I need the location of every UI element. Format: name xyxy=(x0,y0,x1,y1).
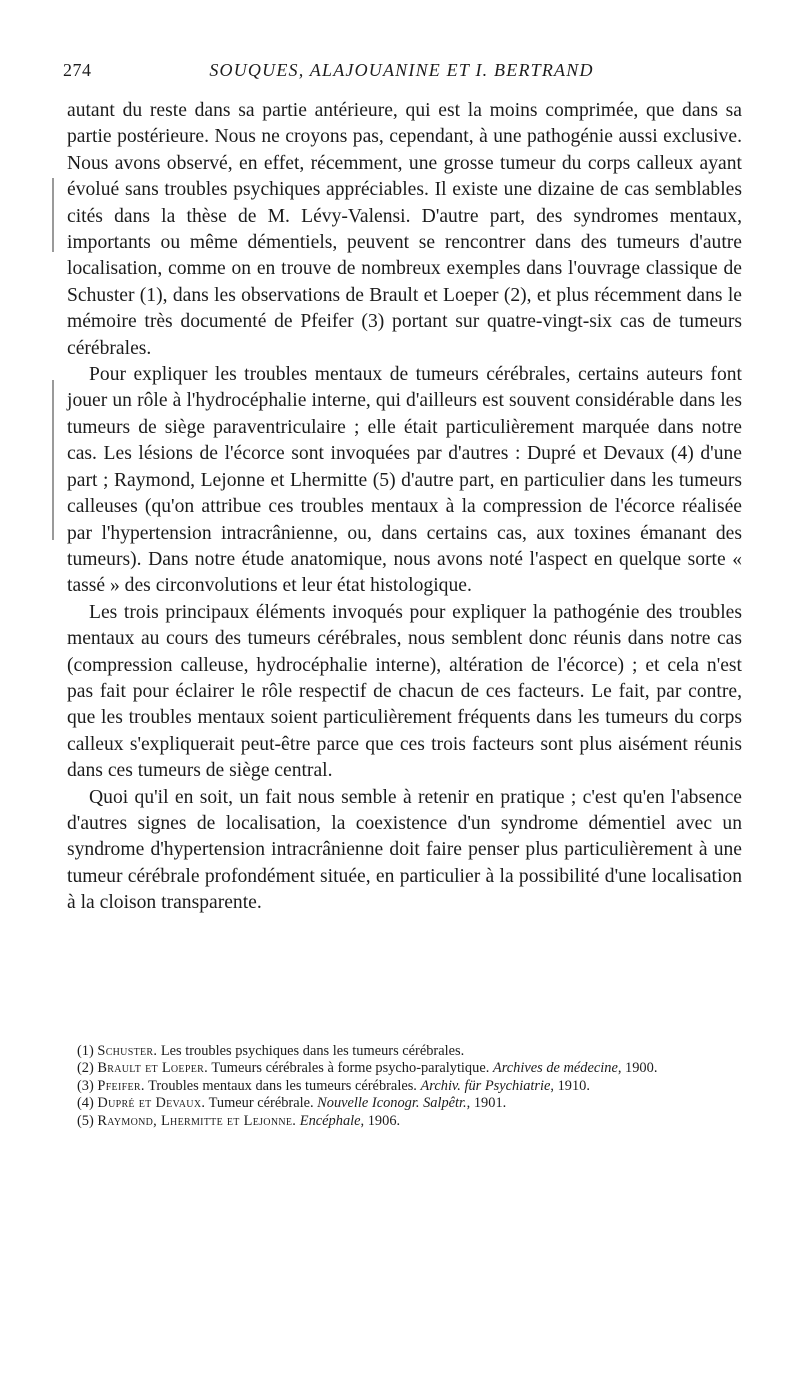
paragraph: Pour expliquer les troubles mentaux de tumeurs cérébrales, certains auteurs font jouer un rôle à l'hydrocéphalie interne, qui d'ailleurs est souvent considérable dans les tumeurs de siège paraventriculaire ; elle était particulièrement marquée dans notre cas. Les lésions de l'écorce sont invoquées par d'autres : Dupré et Devaux (4) d'une part ; Raymond, Lejonne et Lhermitte (5) d'autre part, en particulier dans les tumeurs calleuses (qu'on attribue ces troubles mentaux à la compression de l'écorce réalisée par l'hypertension intracrânienne, ou, dans certains cas, aux toxines émanant des tumeurs). Dans notre étude anatomique, nous avons noté l'aspect en quelque sorte « tassé » des circonvolutions et leur état histologique. xyxy=(67,364,742,597)
footnote-author: Raymond, Lhermitte et Lejonne. xyxy=(97,1112,297,1129)
footnote-author: Pfeifer. xyxy=(97,1077,145,1094)
footnote xyxy=(67,1060,742,1077)
paragraph: Quoi qu'il en soit, un fait nous semble à retenir en pratique ; c'est qu'en l'absence d'autres signes de localisation, la coexistence d'un syndrome démentiel avec un syndrome d'hypertension intracrânienne doit faire penser plus particulièrement à une tumeur cérébrale profondément située, en particulier à la possibilité d'une localisation à la cloison transparente. xyxy=(67,786,742,914)
footnote-source: Archiv. für Psychiatrie xyxy=(420,1077,551,1094)
body-text xyxy=(67,98,742,917)
margin-pencil-mark xyxy=(52,178,54,252)
footnote xyxy=(67,1095,742,1112)
footnote-mark: (2) xyxy=(77,1060,94,1077)
footnote-source: Nouvelle Iconogr. Salpêtr. xyxy=(317,1095,467,1112)
footnote-tail: , 1901. xyxy=(466,1095,507,1112)
footnote-source: Encéphale xyxy=(299,1112,361,1129)
footnote-tail: , 1900. xyxy=(617,1060,658,1077)
paragraph: autant du reste dans sa partie antérieure, qui est la moins comprimée, que dans sa partie postérieure. Nous ne croyons pas, cependant, à une pathogénie aussi exclusive. Nous avons observé, en effet, récemment, une grosse tumeur du corps calleux ayant évolué sans troubles psychiques appréciables. Il existe une dizaine de cas semblables cités dans la thèse de M. Lévy-Valensi. D'autre part, des syndromes mentaux, importants ou même démentiels, peuvent se rencontrer dans des tumeurs d'autre localisation, comme on en trouve de nombreux exemples dans l'ouvrage classique de Schuster (1), dans les observations de Brault et Loeper (2), et plus récemment dans le mémoire très documenté de Pfeifer (3) portant sur quatre-vingt-six cas de tumeurs cérébrales. xyxy=(67,100,742,359)
footnote-mark: (5) xyxy=(77,1112,94,1129)
footnote xyxy=(67,1113,742,1130)
footnote-tail: , 1906. xyxy=(360,1112,401,1129)
footnote-text: Tumeur cérébrale. xyxy=(205,1095,318,1112)
footnote-text: Tumeurs cérébrales à forme psycho-paralytique. xyxy=(207,1060,493,1077)
footnote-text: Les troubles psychiques dans les tumeurs cérébrales. xyxy=(157,1043,465,1059)
footnotes xyxy=(67,1043,742,1130)
footnote-author: Brault et Loeper. xyxy=(97,1060,208,1077)
margin-pencil-mark xyxy=(52,380,54,540)
footnote-mark: (1) xyxy=(77,1043,94,1059)
footnote-source: Archives de médecine xyxy=(492,1060,618,1077)
page-number: 274 xyxy=(63,60,92,80)
footnote-mark: (3) xyxy=(77,1077,94,1094)
paragraph: Les trois principaux éléments invoqués pour expliquer la pathogénie des troubles mentaux au cours des tumeurs cérébrales, nous semblent donc réunis dans notre cas (compression calleuse, hydrocéphalie interne), altération de l'écorce) ; et cela n'est pas fait pour éclairer le rôle respectif de chacun de ces facteurs. Le fait, par contre, que les troubles mentaux soient particulièrement fréquents dans les tumeurs du corps calleux s'expliquerait peut-être parce que ces trois facteurs sont plus aisément réunis dans ces tumeurs de siège central. xyxy=(67,601,742,782)
footnote-author: Schuster. xyxy=(97,1043,158,1059)
running-head: SOUQUES, ALAJOUANINE ET I. BERTRAND xyxy=(209,60,594,80)
footnote xyxy=(67,1043,742,1060)
footnote-mark: (4) xyxy=(77,1095,94,1112)
page-header xyxy=(63,60,740,86)
footnote-text: Troubles mentaux dans les tumeurs cérébrales. xyxy=(144,1077,421,1094)
footnote-author: Dupré et Devaux. xyxy=(97,1095,206,1112)
footnote-tail: , 1910. xyxy=(550,1077,590,1094)
footnote xyxy=(67,1078,742,1095)
